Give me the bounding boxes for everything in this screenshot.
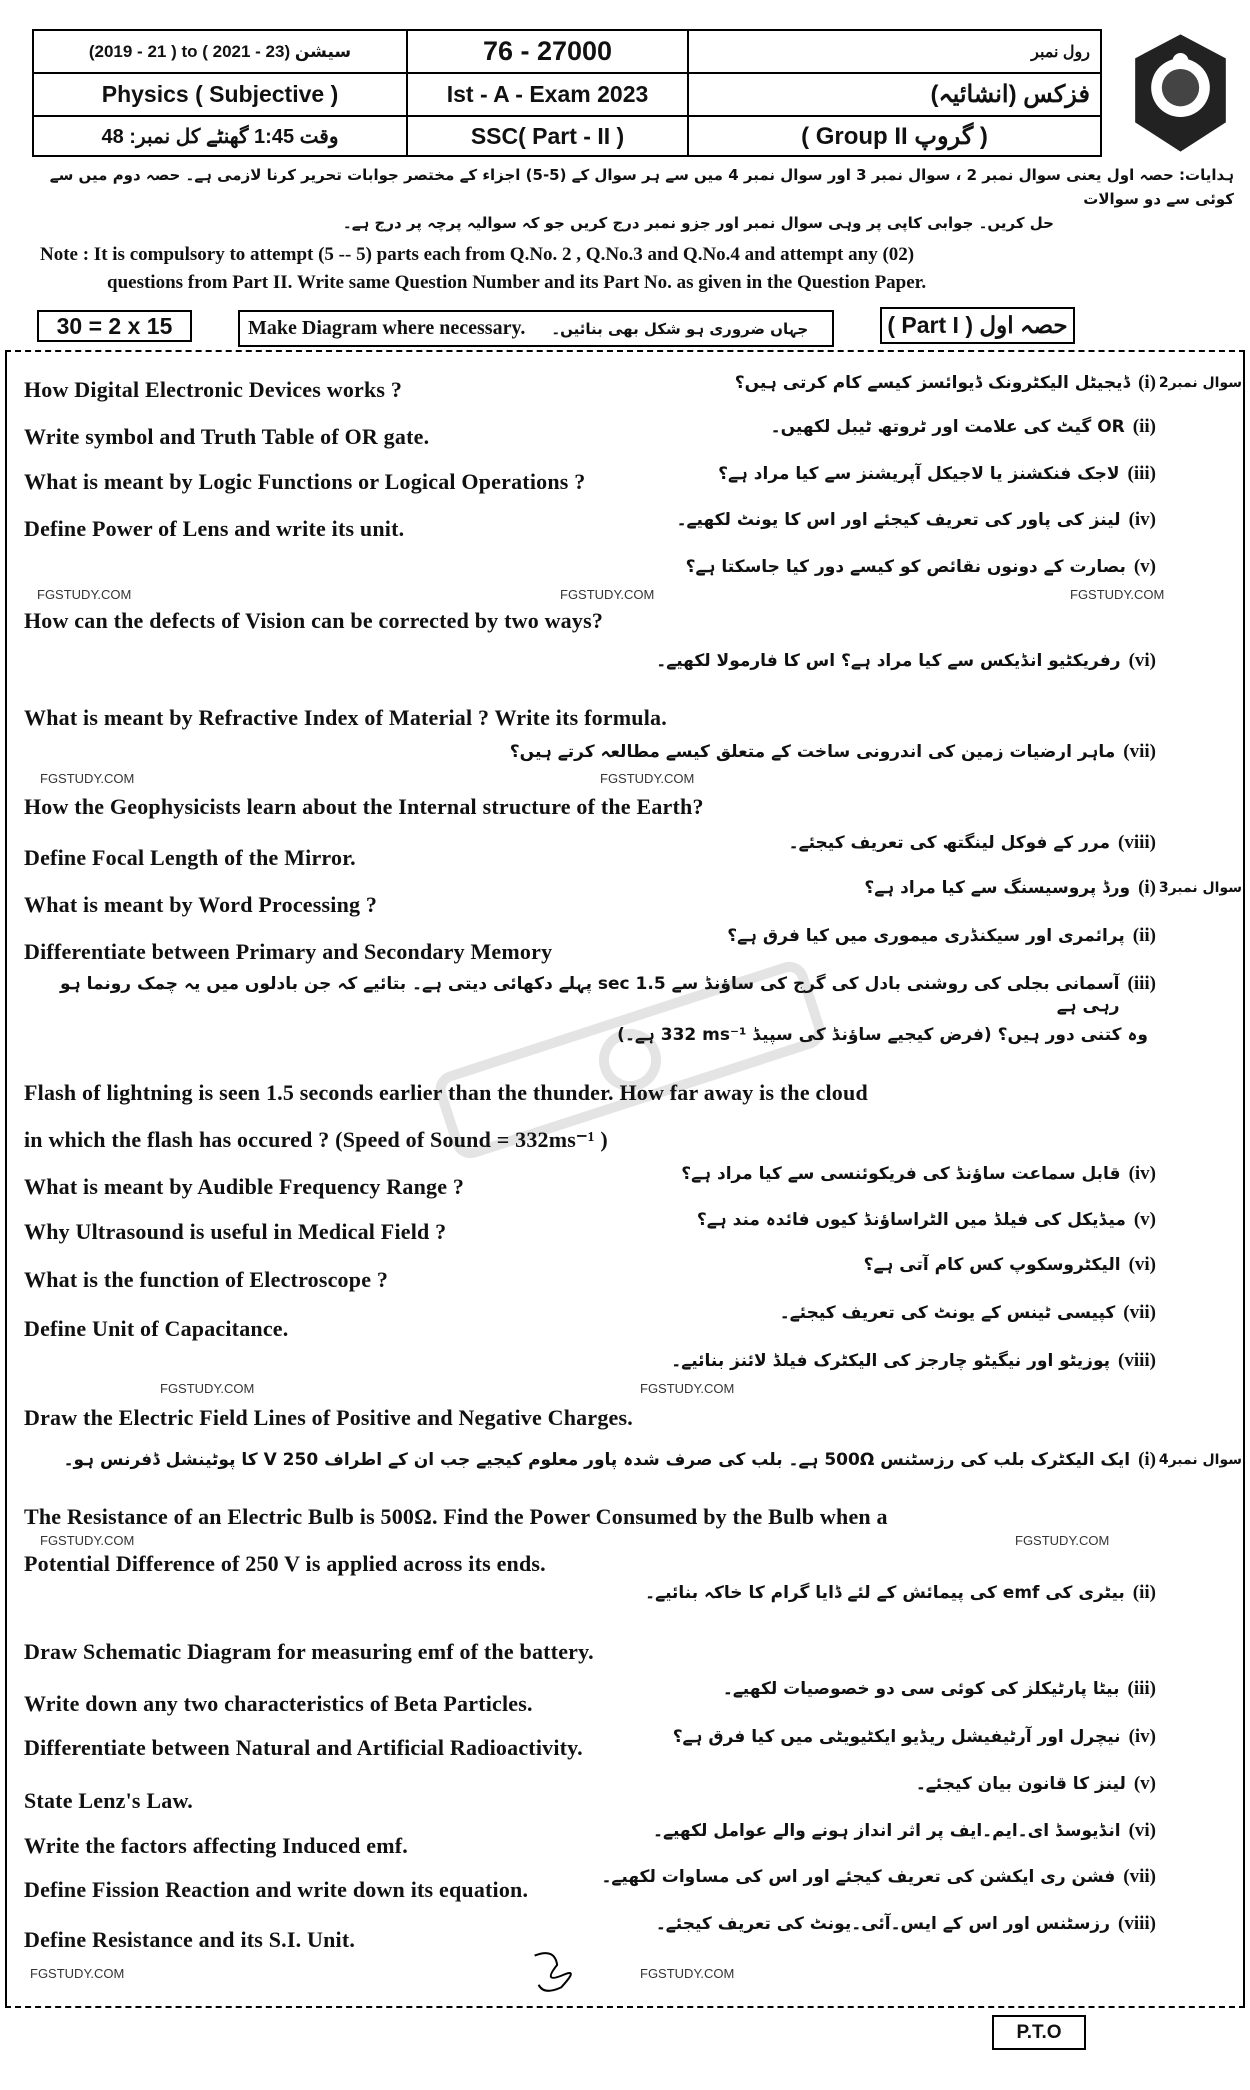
part-number: (viii) [1118,832,1156,853]
question-urdu-text: الیکٹروسکوپ کس کام آتی ہے؟ [863,1255,1121,1275]
part-number: (iii) [1127,1678,1156,1699]
question-urdu [24,1678,1156,1700]
question-urdu-text: مرر کے فوکل لینگتھ کی تعریف کیجئے۔ [788,833,1110,853]
question-urdu-text: ماہر ارضیات زمین کی اندرونی ساخت کے متعلق کیسے مطالعہ کرتے ہیں؟ [509,742,1116,762]
part-number: (ii) [1132,416,1156,437]
watermark-text: FGSTUDY.COM [1070,587,1165,602]
question-urdu [24,509,1156,531]
board-logo [1127,29,1234,157]
question-urdu [24,1582,1156,1604]
subject-urdu: فزکس (انشائیہ) [689,74,1100,117]
question-urdu [24,1866,1156,1888]
header-table [32,29,1102,157]
question-urdu-text: رزسٹنس اور اس کے ایس۔آئی۔یونٹ کی تعریف کیجئے۔ [655,1914,1110,1934]
part-number: (iii) [1127,973,1156,994]
part-number: (ii) [1132,1582,1156,1603]
question-urdu [24,1024,1156,1046]
question-english: State Lenz's Law. [24,1788,194,1813]
roll-label: رول نمبر [689,31,1100,74]
question-english: Why Ultrasound is useful in Medical Field ? [24,1219,447,1244]
part-number: (vi) [1128,1820,1156,1841]
question-urdu-text: فشن ری ایکشن کی تعریف کیجئے اور اس کی مساوات لکھیے۔ [601,1867,1116,1887]
question-urdu [24,1913,1156,1935]
question-urdu-text: بصارت کے دونوں نقائص کو کیسے دور کیا جاسکتا ہے؟ [685,557,1126,577]
question-english: What is meant by Audible Frequency Range ? [24,1174,465,1199]
question-urdu [24,877,1156,899]
diagram-note-urdu: جہاں ضروری ہو شکل بھی بنائیں۔ [551,319,809,338]
part-number: (vii) [1123,1302,1156,1323]
signature [528,1945,581,1998]
question-urdu [24,556,1156,578]
instructions-urdu [27,163,1234,235]
question-english: Define Fission Reaction and write down its equation. [24,1877,529,1902]
roll-number: 76 - 27000 [408,31,689,74]
question-urdu [24,463,1156,485]
watermark-text: FGSTUDY.COM [1015,1533,1110,1548]
question-urdu-text: ڈیجیٹل الیکٹرونک ڈیوائسز کیسے کام کرتی ہیں؟ [734,373,1131,393]
question-urdu [24,372,1156,394]
question-english: What is meant by Refractive Index of Material ? Write its formula. [24,705,667,730]
question-english: Flash of lightning is seen 1.5 seconds earlier than the thunder. How far away is the cloud [24,1080,868,1105]
question-english: How can the defects of Vision can be corrected by two ways? [24,608,604,633]
question-english: in which the flash has occured ? (Speed of Sound = 332ms⁻¹ ) [24,1127,608,1152]
question-english: Write the factors affecting Induced emf. [24,1833,408,1858]
note-english-1: Note : It is compulsory to attempt (5 -- 5) parts each from Q.No. 2 , Q.No.3 and Q.No.4 and attempt any (02) [40,244,915,265]
part-number: (viii) [1118,1350,1156,1371]
question-urdu [24,650,1156,672]
diagram-note-box [238,310,834,347]
question-urdu [24,1773,1156,1795]
question-urdu [24,1209,1156,1231]
watermark-text: FGSTUDY.COM [30,1966,125,1981]
class-part: SSC( Part - II ) [408,117,689,155]
question-urdu-text: رفریکٹیو انڈیکس سے کیا مراد ہے؟ اس کا فارمولا لکھیے۔ [656,651,1121,671]
part-number: (iv) [1128,1163,1156,1184]
question-urdu-text: میڈیکل کی فیلڈ میں الٹراساؤنڈ کیوں فائدہ مند ہے؟ [696,1210,1126,1230]
question-english: Write symbol and Truth Table of OR gate. [24,424,430,449]
question-english: Define Resistance and its S.I. Unit. [24,1927,356,1952]
part-number: (ii) [1132,925,1156,946]
board-seal-icon [1127,29,1234,157]
part-number: (iii) [1127,463,1156,484]
part-number: (i) [1138,1449,1156,1470]
question-english: Write down any two characteristics of Beta Particles. [24,1691,533,1716]
question-english: Draw the Electric Field Lines of Positive and Negative Charges. [24,1405,633,1430]
time-marks: وقت 1:45 گھنٹے کل نمبر: 48 [34,117,408,155]
diagram-note: Make Diagram where necessary. [248,317,526,339]
question-english: Define Unit of Capacitance. [24,1316,289,1341]
question-english: What is meant by Logic Functions or Logical Operations ? [24,469,586,494]
question-urdu-text: ورڈ پروسیسنگ سے کیا مراد ہے؟ [864,878,1131,898]
watermark-text: FGSTUDY.COM [600,771,695,786]
question-english: Potential Difference of 250 V is applied across its ends. [24,1551,546,1576]
part-label-box: ( Part I ) حصہ اول [880,307,1075,344]
question-number-label: سوال نمبر2 [1158,375,1242,391]
part-number: (viii) [1118,1913,1156,1934]
part-number: (vii) [1123,741,1156,762]
question-urdu [24,1449,1156,1471]
watermark-text: FGSTUDY.COM [160,1381,255,1396]
question-urdu-text: بیٹری کی emf کی پیمائش کے لئے ڈایا گرام کا خاکہ بنائیے۔ [645,1583,1125,1603]
question-urdu-text: لاجک فنکشنز یا لاجیکل آپریشنز سے کیا مراد ہے؟ [718,464,1120,484]
question-number-label: سوال نمبر4 [1158,1452,1242,1468]
part-number: (iv) [1128,1726,1156,1747]
watermark-text: FGSTUDY.COM [560,587,655,602]
part-number: (iv) [1128,509,1156,530]
note-english-2: questions from Part II. Write same Question Number and its Part No. as given in the Question Paper. [107,272,927,293]
instructions-urdu-2: حل کریں۔ جوابی کاپی پر وہی سوال نمبر اور جزو نمبر درج کریں جو کہ سوالیہ پرچہ پر درج ہے۔ [342,214,1054,232]
question-urdu [24,1350,1156,1372]
exam-title: Ist - A - Exam 2023 [408,74,689,117]
part-number: (i) [1138,372,1156,393]
marks-box: 30 = 2 x 15 [37,310,192,342]
question-english: How Digital Electronic Devices works ? [24,377,403,402]
question-urdu-text: انڈیوسڈ ای۔ایم۔ایف پر اثر انداز ہونے والے عوامل لکھیے۔ [653,1821,1121,1841]
question-urdu-text: OR گیٹ کی علامت اور ٹروتھ ٹیبل لکھیں۔ [770,417,1125,437]
question-urdu [24,1254,1156,1276]
question-urdu-text: کپیسی ٹینس کے یونٹ کی تعریف کیجئے۔ [779,1303,1116,1323]
part-number: (vii) [1123,1866,1156,1887]
part-number: (v) [1133,1773,1156,1794]
session: (2019 - 21 ) to ( 2021 - 23) [88,41,291,61]
watermark-text: FGSTUDY.COM [40,1533,135,1548]
question-urdu [24,741,1156,763]
question-urdu [24,416,1156,438]
question-urdu-text: ایک الیکٹرک بلب کی رزسٹنس 500Ω ہے۔ بلب کی صرف شدہ پاور معلوم کیجیے جب ان کے اطراف 250 V کا پوٹینشل ڈفرنس ہو۔ [63,1450,1131,1470]
session-label: سیشن [294,41,352,62]
question-english: Define Power of Lens and write its unit. [24,516,405,541]
watermark-text: FGSTUDY.COM [40,771,135,786]
question-english: How the Geophysicists learn about the Internal structure of the Earth? [24,794,704,819]
question-english: Define Focal Length of the Mirror. [24,845,356,870]
question-urdu-text: نیچرل اور آرٹیفیشل ریڈیو ایکٹیویٹی میں کیا فرق ہے؟ [672,1727,1121,1747]
watermark-text: FGSTUDY.COM [640,1381,735,1396]
subject: Physics ( Subjective ) [34,74,408,117]
question-english: Draw Schematic Diagram for measuring emf of the battery. [24,1639,594,1664]
question-urdu-text: وہ کتنی دور ہیں؟ (فرض کیجیے ساؤنڈ کی سپیڈ ‎332 ms⁻¹‎ ہے۔) [617,1025,1148,1045]
question-english: Differentiate between Natural and Artificial Radioactivity. [24,1735,583,1760]
part-number: (vi) [1128,1254,1156,1275]
instructions-urdu-1: ہدایات: حصہ اول یعنی سوال نمبر 2 ، سوال نمبر 3 اور سوال نمبر 4 میں سے ہر سوال کے (5-5) اجزاء کے مختصر جوابات تحریر کرنا لازمی ہے۔ حصہ دوم میں سے کوئی سے دو سوالات [49,166,1234,208]
question-urdu-text: آسمانی بجلی کی روشنی بادل کی گرج کی ساؤنڈ سے 1.5 sec پہلے دکھائی دیتی ہے۔ بتائیے کہ جن بادلوں میں یہ چمک رونما ہو رہی ہے [60,974,1120,1016]
pto-box: P.T.O [992,2015,1086,2050]
part-number: (vi) [1128,650,1156,671]
part-number: (i) [1138,877,1156,898]
question-urdu-text: لینز کی پاور کی تعریف کیجئے اور اس کا یونٹ لکھیے۔ [676,510,1121,530]
part-number: (v) [1133,1209,1156,1230]
question-urdu-text: پرائمری اور سیکنڈری میموری میں کیا فرق ہے؟ [727,926,1125,946]
question-urdu [24,973,1156,1017]
question-english: The Resistance of an Electric Bulb is 500Ω. Find the Power Consumed by the Bulb when a [24,1504,888,1529]
question-english: What is meant by Word Processing ? [24,892,378,917]
question-urdu [24,1163,1156,1185]
question-english: Differentiate between Primary and Secondary Memory [24,939,553,964]
question-urdu [24,1726,1156,1748]
group: ( Group II گروپ ) [801,122,988,150]
question-english: What is the function of Electroscope ? [24,1267,389,1292]
question-urdu [24,1820,1156,1842]
part-number: (v) [1133,556,1156,577]
watermark-text: FGSTUDY.COM [640,1966,735,1981]
question-urdu-text: بیٹا پارٹیکلز کی کوئی سی دو خصوصیات لکھیے۔ [722,1679,1120,1699]
question-urdu-text: پوزیٹو اور نیگیٹو چارجز کی الیکٹرک فیلڈ لائنز بنائیے۔ [671,1351,1110,1371]
question-urdu [24,925,1156,947]
question-number-label: سوال نمبر3 [1158,880,1242,896]
question-urdu-text: لینز کا قانون بیان کیجئے۔ [915,1774,1126,1794]
session-cell [34,31,408,74]
watermark-text: FGSTUDY.COM [37,587,132,602]
question-urdu-text: قابل سماعت ساؤنڈ کی فریکوئنسی سے کیا مراد ہے؟ [681,1164,1121,1184]
question-urdu [24,1302,1156,1324]
question-urdu [24,832,1156,854]
